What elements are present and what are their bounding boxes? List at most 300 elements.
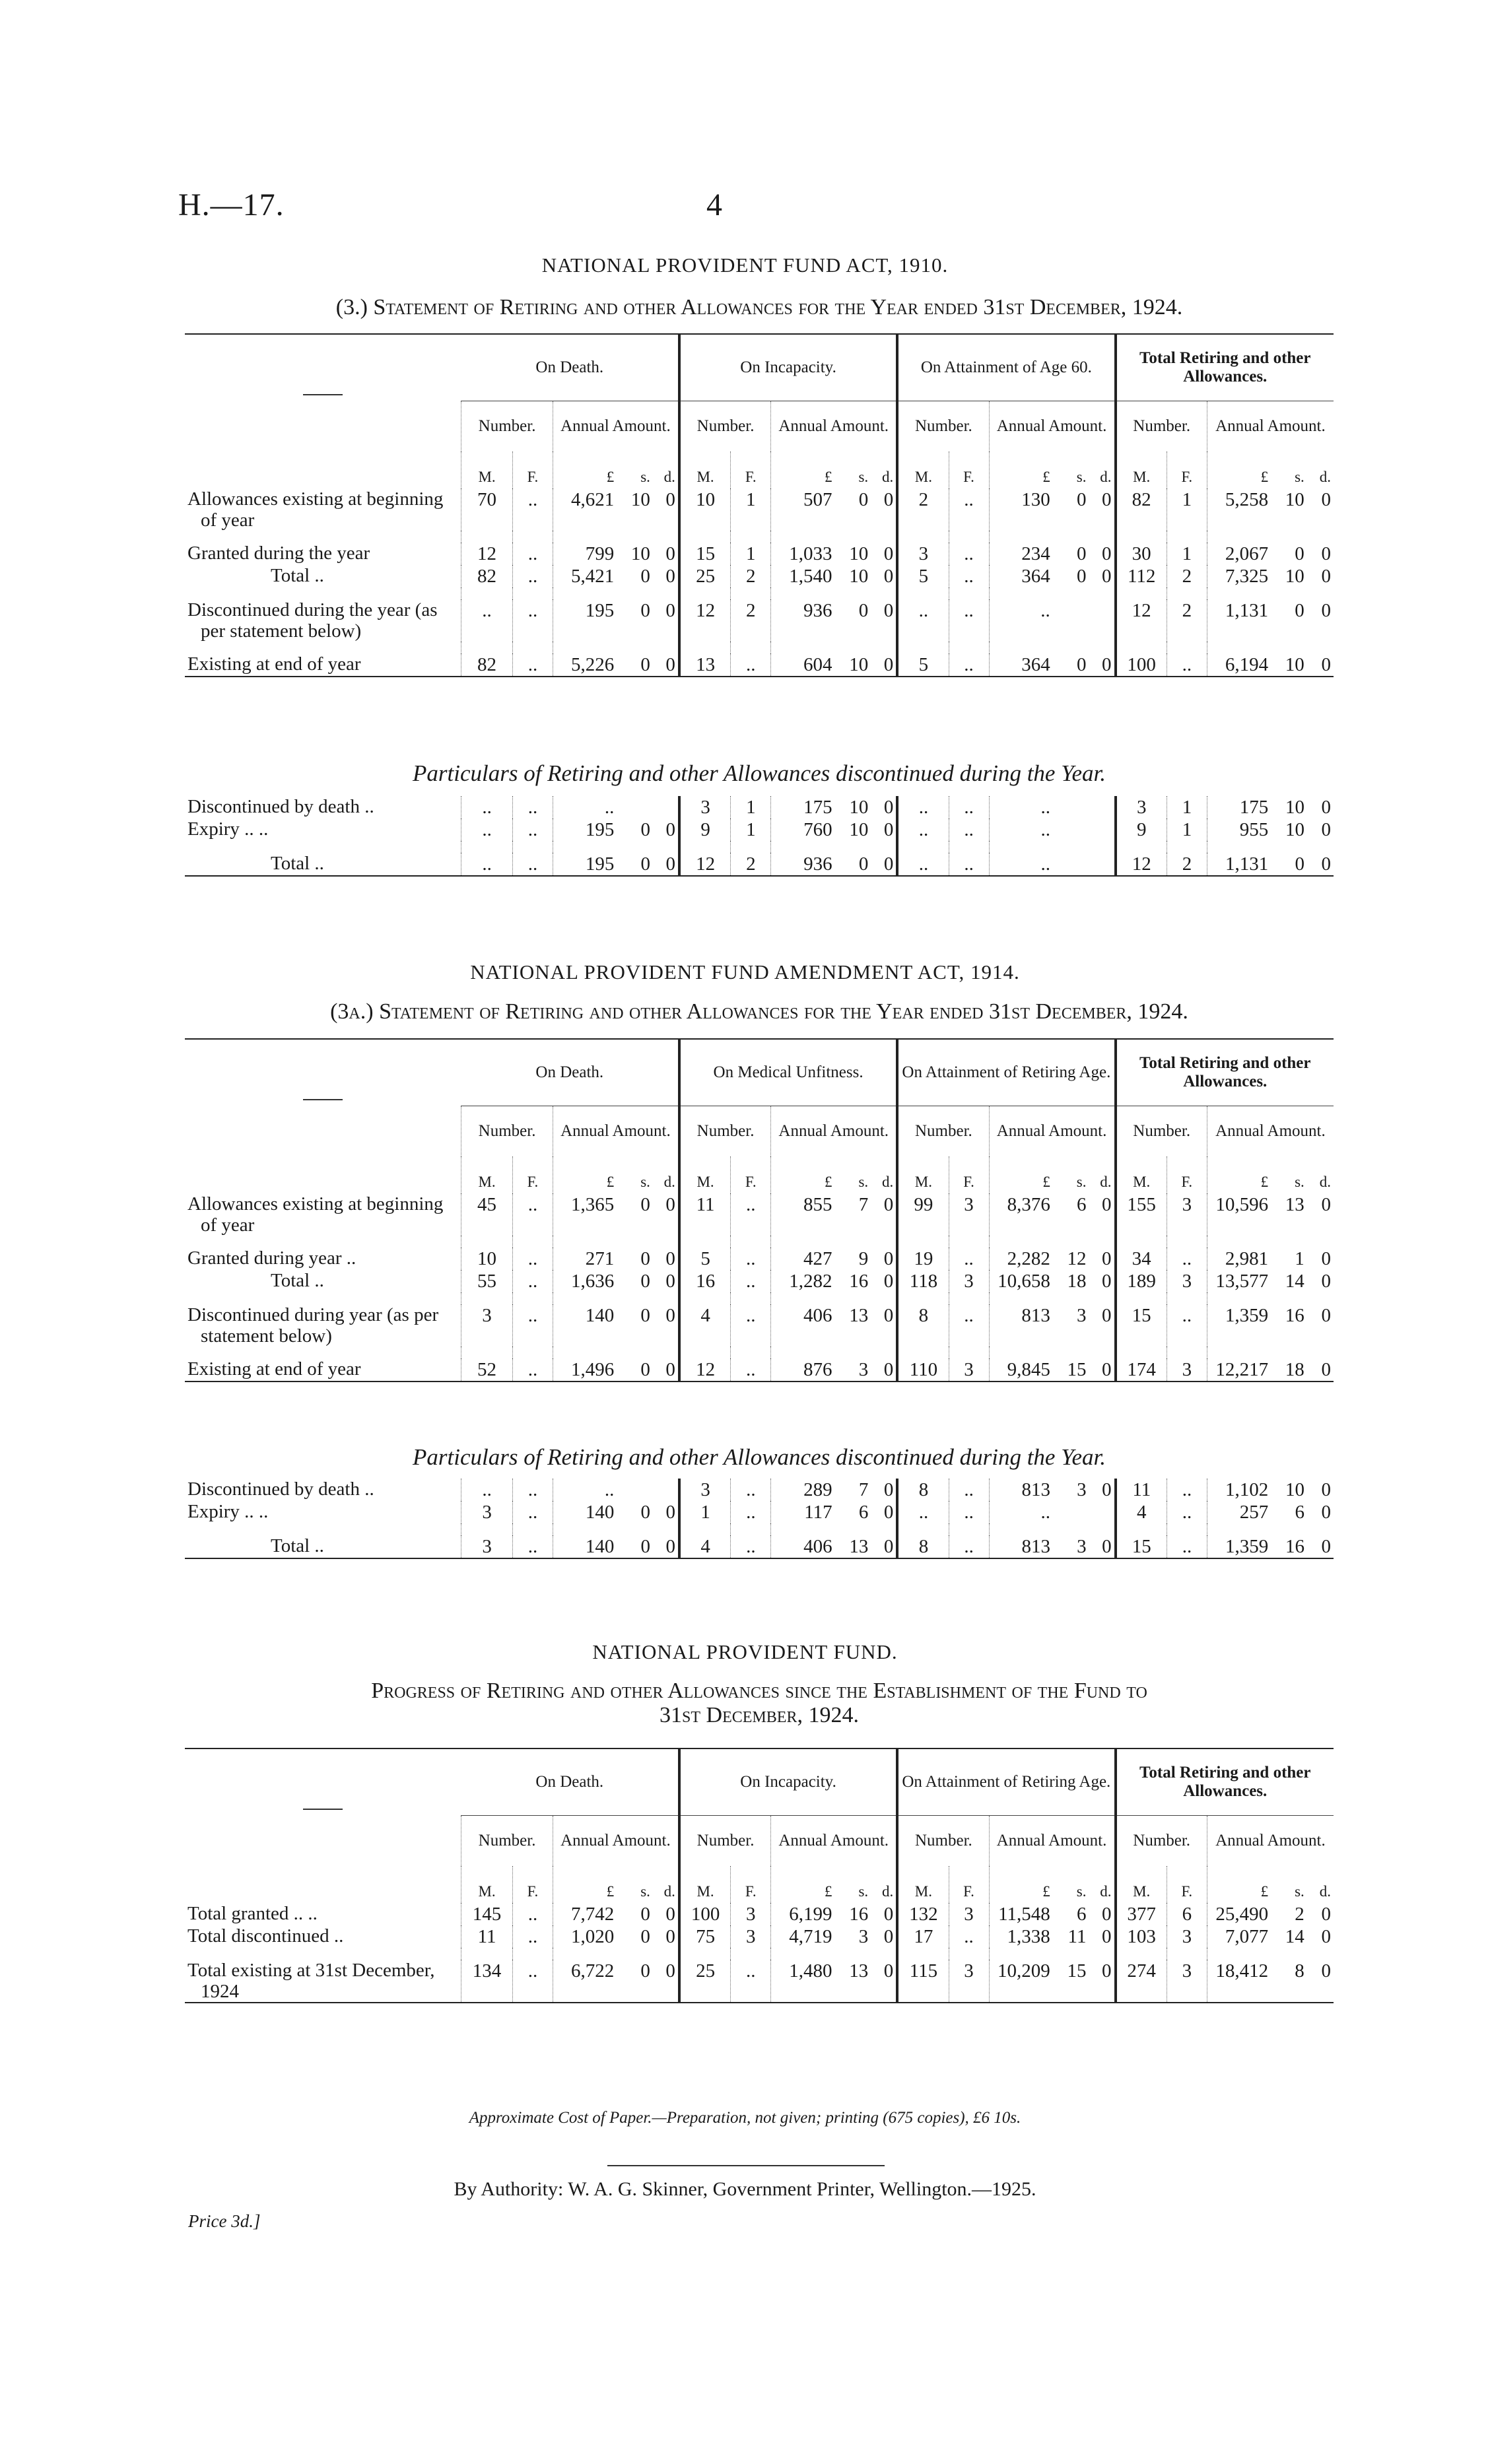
data-cell: 2 xyxy=(1167,599,1207,642)
data-cell: 174 xyxy=(1116,1358,1167,1382)
spacer-cell xyxy=(185,1523,461,1535)
data-cell: 115 xyxy=(897,1960,949,2003)
data-cell: .. xyxy=(1167,1479,1207,1501)
data-cell: 0 xyxy=(640,566,650,587)
data-cell: 0 xyxy=(1102,543,1112,564)
row-spacer xyxy=(185,841,1334,853)
stub-header xyxy=(185,1748,461,1866)
data-cell: 507 xyxy=(771,488,835,531)
data-cell: 18 xyxy=(1067,1271,1087,1292)
data-cell xyxy=(1053,853,1089,876)
spacer-cell xyxy=(1053,642,1089,653)
data-cell: .. xyxy=(512,565,553,587)
statement-table-3a xyxy=(185,1038,1334,1382)
data-cell: 0 xyxy=(1321,853,1331,875)
unit-label: M. xyxy=(679,1156,731,1193)
group-header-age: On Attainment of Age 60. xyxy=(897,334,1115,401)
spacer-cell xyxy=(1053,1948,1089,1960)
spacer-cell xyxy=(461,531,513,543)
spacer-cell xyxy=(771,642,835,653)
data-cell: 6 xyxy=(1077,1194,1087,1215)
data-cell: 0 xyxy=(1102,1960,1112,1981)
number-header: Number. xyxy=(461,1106,553,1157)
spacer-cell xyxy=(897,1236,949,1248)
spacer-cell xyxy=(835,1292,871,1304)
table-row xyxy=(185,1358,1334,1382)
data-cell: .. xyxy=(512,1358,553,1382)
data-cell: 2 xyxy=(731,565,771,587)
data-cell: 1 xyxy=(1167,488,1207,531)
row-label: Total granted .. .. xyxy=(187,1903,318,1924)
spacer-cell xyxy=(1307,531,1334,543)
data-cell: 12 xyxy=(1116,853,1167,876)
data-cell: .. xyxy=(989,796,1053,818)
data-cell: 25 xyxy=(679,565,731,587)
data-cell: .. xyxy=(949,1479,989,1501)
spacer-cell xyxy=(897,1948,949,1960)
data-cell: .. xyxy=(461,818,513,841)
data-cell: 1,359 xyxy=(1207,1535,1271,1558)
spacer-cell xyxy=(553,531,617,543)
data-cell: 195 xyxy=(553,599,617,642)
data-cell: .. xyxy=(949,653,989,677)
statement-title-3a: (3a.) Statement of Retiring and other Allowances for the Year ended 31st December, 1924. xyxy=(330,999,1188,1024)
unit-label: F. xyxy=(949,1156,989,1193)
spacer-cell xyxy=(1307,1948,1334,1960)
data-cell: 3 xyxy=(461,1501,513,1523)
data-cell: 25,490 xyxy=(1207,1903,1271,1925)
data-cell: 13,577 xyxy=(1207,1270,1271,1292)
data-cell: 11 xyxy=(1067,1926,1087,1947)
data-cell: 1,496 xyxy=(553,1358,617,1382)
data-cell: 0 xyxy=(665,566,675,587)
spacer-cell xyxy=(835,1948,871,1960)
data-cell: .. xyxy=(513,818,553,841)
data-cell: 10 xyxy=(849,543,869,564)
data-cell: 3 xyxy=(1167,1193,1207,1236)
spacer-cell xyxy=(731,642,771,653)
row-label: Total .. xyxy=(271,1270,324,1291)
data-cell: 0 xyxy=(1321,1359,1331,1380)
spacer-cell xyxy=(1116,1236,1167,1248)
data-cell: 3 xyxy=(949,1270,989,1292)
spacer-cell xyxy=(949,1523,989,1535)
data-cell: 2 xyxy=(731,599,771,642)
spacer-cell xyxy=(731,1236,771,1248)
annual-amount-header: Annual Amount. xyxy=(1207,401,1334,452)
spacer-cell xyxy=(617,531,653,543)
data-cell: 0 xyxy=(640,1194,650,1215)
data-cell: .. xyxy=(1167,653,1207,677)
data-cell xyxy=(1089,853,1116,876)
table-row xyxy=(185,853,1334,876)
data-cell: 0 xyxy=(1102,1479,1112,1500)
data-cell: .. xyxy=(731,1479,771,1501)
data-cell: 10 xyxy=(849,566,869,587)
group-header-medical-unfitness: On Medical Unfitness. xyxy=(679,1039,897,1106)
unit-label: M. xyxy=(1116,1156,1167,1193)
data-cell: 5,258 xyxy=(1207,488,1271,531)
number-header: Number. xyxy=(1116,401,1207,452)
spacer-cell xyxy=(461,1523,513,1535)
number-header: Number. xyxy=(679,1816,771,1867)
units-row xyxy=(185,451,1334,488)
table-row xyxy=(185,1535,1334,1558)
spacer-cell xyxy=(771,1347,835,1358)
row-spacer xyxy=(185,1523,1334,1535)
data-cell: 0 xyxy=(1321,489,1331,510)
unit-label: £ xyxy=(1207,451,1271,488)
data-cell: 5 xyxy=(897,653,949,677)
data-cell: 12,217 xyxy=(1207,1358,1271,1382)
data-cell: 0 xyxy=(665,1305,675,1326)
table-row xyxy=(185,1960,1334,2003)
data-cell: 0 xyxy=(883,1194,894,1215)
data-cell: 175 xyxy=(771,796,835,818)
spacer-cell xyxy=(835,642,871,653)
data-cell: 2,282 xyxy=(989,1248,1053,1270)
spacer-cell xyxy=(653,1948,679,1960)
unit-label: £ xyxy=(553,1866,617,1903)
spacer-cell xyxy=(1116,531,1167,543)
spacer-cell xyxy=(1271,642,1307,653)
data-cell: 45 xyxy=(461,1193,513,1236)
table-row xyxy=(185,1925,1334,1948)
unit-label: s. xyxy=(1076,1883,1087,1900)
data-cell: 0 xyxy=(883,566,894,587)
spacer-cell xyxy=(897,1523,949,1535)
data-cell: 274 xyxy=(1116,1960,1167,2003)
data-cell: 1 xyxy=(1167,818,1207,841)
data-cell: 10 xyxy=(630,489,650,510)
row-spacer xyxy=(185,587,1334,599)
spacer-cell xyxy=(653,1523,679,1535)
data-cell: 813 xyxy=(989,1535,1053,1558)
spacer-cell xyxy=(1207,841,1271,853)
table-row xyxy=(185,1193,1334,1236)
data-cell: 140 xyxy=(553,1501,617,1523)
spacer-cell xyxy=(1089,1292,1116,1304)
data-cell xyxy=(653,796,679,818)
data-cell: 4,719 xyxy=(771,1925,835,1948)
data-cell xyxy=(617,1479,653,1501)
data-cell: 15 xyxy=(1116,1535,1167,1558)
row-label: Expiry .. .. xyxy=(187,818,269,840)
spacer-cell xyxy=(897,841,949,853)
unit-label: M. xyxy=(1116,451,1167,488)
data-cell: 3 xyxy=(1077,1479,1087,1500)
data-cell xyxy=(617,796,653,818)
spacer-cell xyxy=(871,1347,897,1358)
spacer-cell xyxy=(771,1236,835,1248)
spacer-cell xyxy=(1116,587,1167,599)
spacer-cell xyxy=(1271,841,1307,853)
table-row xyxy=(185,543,1334,565)
act-title-1914: NATIONAL PROVIDENT FUND AMENDMENT ACT, 1914. xyxy=(470,960,1020,983)
spacer-cell xyxy=(512,1347,553,1358)
unit-label: £ xyxy=(1207,1866,1271,1903)
data-cell xyxy=(653,1479,679,1501)
data-cell: 10 xyxy=(679,488,731,531)
unit-label: F. xyxy=(949,451,989,488)
spacer-cell xyxy=(553,1948,617,1960)
spacer-cell xyxy=(1307,587,1334,599)
number-header: Number. xyxy=(461,401,553,452)
data-cell: 6 xyxy=(1167,1903,1207,1925)
data-cell: 100 xyxy=(679,1903,731,1925)
data-cell: .. xyxy=(897,599,949,642)
data-cell: 0 xyxy=(665,1248,675,1269)
data-cell: .. xyxy=(949,1925,989,1948)
data-cell: 9 xyxy=(858,1248,869,1269)
data-cell: 0 xyxy=(640,1248,650,1269)
data-cell: .. xyxy=(949,488,989,531)
data-cell xyxy=(1089,1501,1116,1523)
data-cell: 8 xyxy=(897,1535,949,1558)
spacer-cell xyxy=(617,1948,653,1960)
spacer-cell xyxy=(617,1523,653,1535)
row-label: Total .. xyxy=(271,565,324,586)
data-cell: 0 xyxy=(1076,654,1087,675)
data-cell: 1 xyxy=(731,488,771,531)
data-cell: 2 xyxy=(897,488,949,531)
spacer-cell xyxy=(1167,1948,1207,1960)
spacer-cell xyxy=(989,1948,1053,1960)
spacer-cell xyxy=(949,1347,989,1358)
data-cell: 0 xyxy=(883,489,894,510)
data-cell: 25 xyxy=(679,1960,731,2003)
spacer-cell xyxy=(1271,1948,1307,1960)
data-cell: .. xyxy=(949,1248,989,1270)
data-cell: 0 xyxy=(1102,1305,1112,1326)
data-cell: 13 xyxy=(849,1536,869,1557)
spacer-cell xyxy=(1053,1523,1089,1535)
data-cell: 12 xyxy=(1067,1248,1087,1269)
spacer-cell xyxy=(679,841,731,853)
data-cell: 10,596 xyxy=(1207,1193,1271,1236)
number-header: Number. xyxy=(461,1816,553,1867)
spacer-cell xyxy=(835,587,871,599)
data-cell: 0 xyxy=(1321,566,1331,587)
data-cell: 1,359 xyxy=(1207,1304,1271,1347)
spacer-cell xyxy=(1207,1523,1271,1535)
data-cell: 0 xyxy=(1076,566,1087,587)
spacer-cell xyxy=(1089,587,1115,599)
spacer-cell xyxy=(653,1347,679,1358)
data-cell: 15 xyxy=(1116,1304,1167,1347)
table-row xyxy=(185,1903,1334,1925)
data-cell: .. xyxy=(949,543,989,565)
annual-amount-header: Annual Amount. xyxy=(989,1816,1115,1867)
particulars-table-3 xyxy=(185,796,1334,877)
annual-amount-header: Annual Amount. xyxy=(553,401,679,452)
data-cell: 13 xyxy=(679,653,731,677)
data-cell: .. xyxy=(461,853,513,876)
spacer-cell xyxy=(1307,642,1334,653)
data-cell: .. xyxy=(513,796,553,818)
data-cell: .. xyxy=(897,796,949,818)
spacer-cell xyxy=(617,1236,653,1248)
data-cell: 7,077 xyxy=(1207,1925,1271,1948)
data-cell: 1,480 xyxy=(771,1960,835,2003)
data-cell: 112 xyxy=(1116,565,1167,587)
data-cell: .. xyxy=(1167,1535,1207,1558)
data-cell: 0 xyxy=(883,853,894,875)
spacer-cell xyxy=(679,1292,731,1304)
data-cell: .. xyxy=(949,853,989,876)
spacer-cell xyxy=(679,642,731,653)
data-cell: 257 xyxy=(1207,1501,1271,1523)
data-cell: .. xyxy=(461,599,513,642)
data-cell: .. xyxy=(731,1501,771,1523)
data-cell: 604 xyxy=(771,653,835,677)
data-cell: 11 xyxy=(1116,1479,1167,1501)
stub-header xyxy=(185,334,461,451)
authority-line: By Authority: W. A. G. Skinner, Government Printer, Wellington.—1925. xyxy=(454,2178,1036,2200)
data-cell: 0 xyxy=(665,600,675,621)
data-cell: .. xyxy=(553,1479,617,1501)
data-cell: .. xyxy=(512,1925,553,1948)
spacer-cell xyxy=(512,587,553,599)
table-row xyxy=(185,818,1334,841)
number-header: Number. xyxy=(1116,1816,1207,1867)
data-cell: 0 xyxy=(1102,1248,1112,1269)
spacer-cell xyxy=(1207,531,1271,543)
data-cell: 0 xyxy=(883,1502,894,1523)
annual-amount-header: Annual Amount. xyxy=(553,1106,679,1157)
spacer-cell xyxy=(617,841,653,853)
data-cell: 16 xyxy=(1285,1536,1304,1557)
spacer-cell xyxy=(1271,1523,1307,1535)
unit-label: d. xyxy=(663,469,675,485)
data-cell: 364 xyxy=(989,565,1053,587)
data-cell: 4 xyxy=(679,1535,731,1558)
spacer-cell xyxy=(989,1292,1053,1304)
data-cell: 8 xyxy=(897,1304,949,1347)
group-header-total: Total Retiring and other Allowances. xyxy=(1116,1039,1334,1106)
data-cell: 14 xyxy=(1285,1926,1304,1947)
number-header: Number. xyxy=(679,1106,771,1157)
data-cell: 0 xyxy=(1321,819,1331,840)
unit-label: F. xyxy=(1167,1156,1207,1193)
spacer-cell xyxy=(617,1347,653,1358)
data-cell: 17 xyxy=(897,1925,949,1948)
data-cell: 0 xyxy=(1295,543,1304,564)
data-cell: .. xyxy=(513,853,553,876)
data-cell: .. xyxy=(512,488,553,531)
spacer-cell xyxy=(653,1236,679,1248)
data-cell: .. xyxy=(949,599,989,642)
data-cell: 3 xyxy=(858,1926,869,1947)
data-cell: 0 xyxy=(883,1248,894,1269)
spacer-cell xyxy=(1307,1236,1334,1248)
data-cell: 0 xyxy=(883,543,894,564)
unit-label: F. xyxy=(512,1156,553,1193)
data-cell: 0 xyxy=(883,1359,894,1380)
row-spacer xyxy=(185,1236,1334,1248)
annual-amount-header: Annual Amount. xyxy=(771,1816,897,1867)
annual-amount-header: Annual Amount. xyxy=(989,1106,1115,1157)
data-cell: .. xyxy=(949,818,989,841)
data-cell: 6 xyxy=(1076,1904,1087,1925)
data-cell: 18 xyxy=(1285,1359,1304,1380)
data-cell: 140 xyxy=(553,1304,617,1347)
data-cell: 3 xyxy=(949,1358,989,1382)
spacer-cell xyxy=(1167,1523,1207,1535)
row-label: Total .. xyxy=(271,853,324,874)
spacer-cell xyxy=(1053,841,1089,853)
data-cell: 4 xyxy=(1116,1501,1167,1523)
data-cell: 15 xyxy=(1067,1960,1087,1981)
data-cell: 1 xyxy=(731,818,771,841)
data-cell: 10 xyxy=(849,819,869,840)
spacer-cell xyxy=(1089,1347,1116,1358)
spacer-cell xyxy=(1167,642,1207,653)
data-cell: 1 xyxy=(731,796,771,818)
spacer-cell xyxy=(461,1347,513,1358)
row-label: Total existing at 31st December, 1924 xyxy=(187,1960,435,2002)
cost-note-text: Approximate Cost of Paper.—Preparation, not given; printing (675 copies), £6 10s. xyxy=(469,2109,1021,2127)
data-cell: .. xyxy=(949,1501,989,1523)
data-cell: 10 xyxy=(1285,797,1304,818)
data-cell: 5,421 xyxy=(553,565,617,587)
data-cell: 52 xyxy=(461,1358,513,1382)
spacer-cell xyxy=(185,1347,461,1358)
data-cell: 14 xyxy=(1285,1271,1304,1292)
data-cell: 118 xyxy=(897,1270,949,1292)
row-label: Expiry .. .. xyxy=(187,1501,269,1522)
data-cell: 13 xyxy=(1285,1194,1304,1215)
data-cell xyxy=(1089,818,1116,841)
spacer-cell xyxy=(679,1236,731,1248)
table-row xyxy=(185,1270,1334,1292)
data-cell: .. xyxy=(731,653,771,677)
data-cell: 0 xyxy=(1102,1271,1112,1292)
data-cell: 0 xyxy=(1102,1904,1112,1925)
data-cell: 3 xyxy=(949,1960,989,2003)
unit-label: M. xyxy=(461,1866,513,1903)
spacer-cell xyxy=(679,587,731,599)
spacer-cell xyxy=(897,587,949,599)
data-cell: .. xyxy=(897,1501,949,1523)
number-header: Number. xyxy=(897,1816,989,1867)
unit-label: M. xyxy=(461,451,513,488)
data-cell: 30 xyxy=(1116,543,1167,565)
unit-label: F. xyxy=(949,1866,989,1903)
table-row xyxy=(185,599,1334,642)
data-cell: .. xyxy=(731,1960,771,2003)
table-row xyxy=(185,488,1334,531)
data-cell: .. xyxy=(949,796,989,818)
data-cell: 11 xyxy=(679,1193,731,1236)
data-cell: 6 xyxy=(858,1502,869,1523)
spacer-cell xyxy=(871,531,897,543)
spacer-cell xyxy=(1053,1236,1089,1248)
unit-label: F. xyxy=(731,1866,771,1903)
data-cell: .. xyxy=(512,1960,553,2003)
data-cell: 145 xyxy=(461,1903,513,1925)
data-cell: 8 xyxy=(1295,1960,1304,1981)
spacer-cell xyxy=(512,1236,553,1248)
spacer-cell xyxy=(949,531,989,543)
data-cell: 0 xyxy=(665,489,675,510)
row-spacer xyxy=(185,642,1334,653)
data-cell: 12 xyxy=(679,599,731,642)
data-cell: 13 xyxy=(849,1305,869,1326)
data-cell: 3 xyxy=(858,1359,869,1380)
data-cell: 82 xyxy=(461,565,513,587)
data-cell: 0 xyxy=(1321,1479,1331,1500)
